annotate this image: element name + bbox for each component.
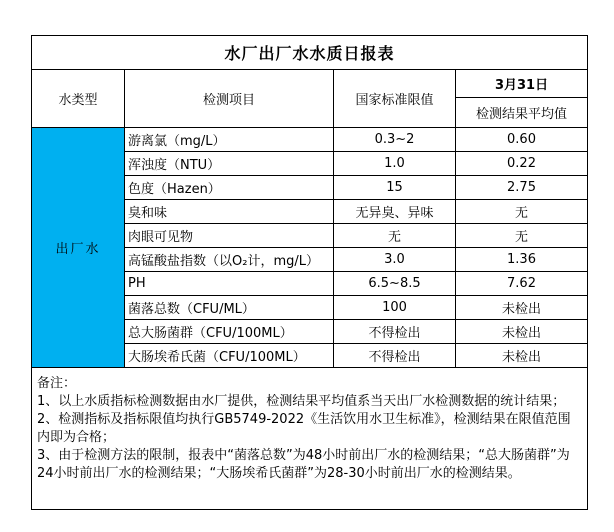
water-quality-table xyxy=(31,35,588,510)
note-line-2: 2、检测指标及指标限值均执行GB5749-2022《生活饮用水卫生标准》，检测结果在限值范围内即为合格； xyxy=(37,412,571,445)
col-header-avg-result: 检测结果平均值 xyxy=(456,98,588,128)
col-header-date: 3月31日 xyxy=(456,70,588,98)
result-value-cell: 无 xyxy=(456,200,588,224)
test-item-cell: 菌落总数（CFU/ML） xyxy=(125,296,334,320)
result-value-cell: 7.62 xyxy=(456,272,588,296)
title-row xyxy=(32,36,588,70)
test-item-cell: 总大肠菌群（CFU/100ML） xyxy=(125,320,334,344)
notes-cell xyxy=(32,368,588,510)
limit-value-cell: 不得检出 xyxy=(334,344,456,368)
limit-value-cell: 3.0 xyxy=(334,248,456,272)
header-row xyxy=(32,70,588,98)
result-value-cell: 0.60 xyxy=(456,128,588,152)
report-title: 水厂出厂水水质日报表 xyxy=(32,36,588,70)
result-value-cell: 2.75 xyxy=(456,176,588,200)
result-value-cell: 1.36 xyxy=(456,248,588,272)
test-item-cell: 游离氯（mg/L） xyxy=(125,128,334,152)
limit-value-cell: 不得检出 xyxy=(334,320,456,344)
limit-value-cell: 1.0 xyxy=(334,152,456,176)
test-item-cell: 臭和味 xyxy=(125,200,334,224)
col-header-water-type: 水类型 xyxy=(32,70,125,128)
limit-value-cell: 15 xyxy=(334,176,456,200)
result-value-cell: 未检出 xyxy=(456,296,588,320)
test-item-cell: 大肠埃希氏菌（CFU/100ML） xyxy=(125,344,334,368)
limit-value-cell: 100 xyxy=(334,296,456,320)
result-value-cell: 0.22 xyxy=(456,152,588,176)
note-line-3: 3、由于检测方法的限制，报表中“菌落总数”为48小时前出厂水的检测结果；“总大肠菌群”为24小时前出厂水的检测结果；“大肠埃希氏菌群”为28-30小时前出厂水的检测结果。 xyxy=(37,448,570,481)
result-value-cell: 无 xyxy=(456,224,588,248)
result-value-cell: 未检出 xyxy=(456,320,588,344)
limit-value-cell: 无异臭、异味 xyxy=(334,200,456,224)
limit-value-cell: 6.5~8.5 xyxy=(334,272,456,296)
limit-value-cell: 无 xyxy=(334,224,456,248)
notes-row xyxy=(32,368,588,510)
col-header-national-limit: 国家标准限值 xyxy=(334,70,456,128)
col-header-test-item: 检测项目 xyxy=(125,70,334,128)
table-row xyxy=(32,128,588,152)
result-value-cell: 未检出 xyxy=(456,344,588,368)
test-item-cell: 肉眼可见物 xyxy=(125,224,334,248)
note-line-1: 1、以上水质指标检测数据由水厂提供，检测结果平均值系当天出厂水检测数据的统计结果； xyxy=(37,394,566,409)
water-type-cell: 出厂水 xyxy=(32,128,125,368)
limit-value-cell: 0.3~2 xyxy=(334,128,456,152)
test-item-cell: 高锰酸盐指数（以O₂计，mg/L） xyxy=(125,248,334,272)
test-item-cell: 浑浊度（NTU） xyxy=(125,152,334,176)
test-item-cell: PH xyxy=(125,272,334,296)
notes-label: 备注： xyxy=(37,376,77,391)
test-item-cell: 色度（Hazen） xyxy=(125,176,334,200)
data-rows xyxy=(32,128,588,368)
